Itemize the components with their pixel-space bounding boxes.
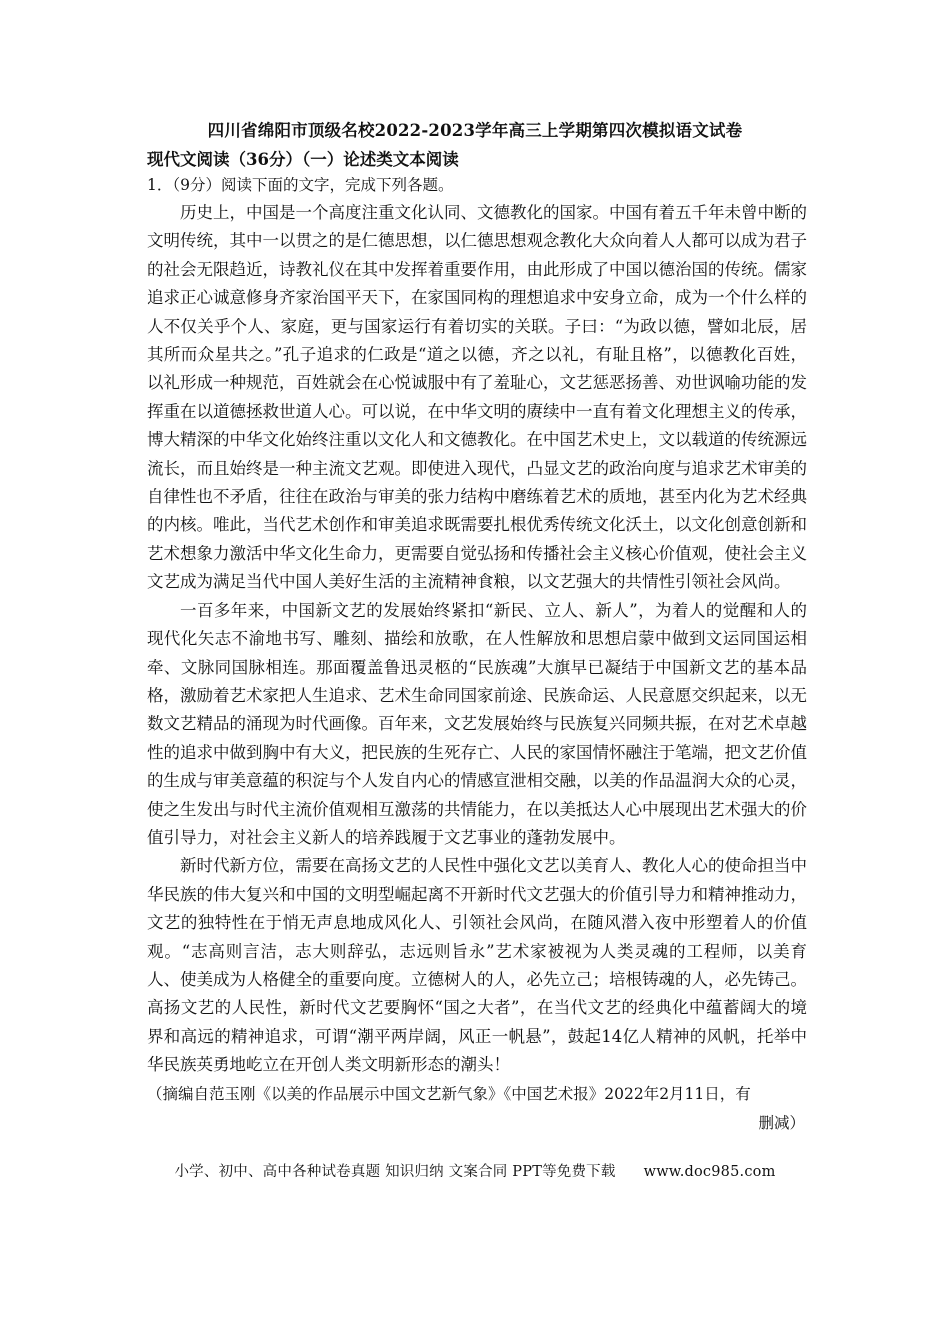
- passage-paragraph-2: 一百多年来，中国新文艺的发展始终紧扣“新民、立人、新人”，为着人的觉醒和人的现代化矢志不渝地书写、雕刻、描绘和放歌，在人性解放和思想启蒙中做到文运同国运相牵、文脉同国脉相连。那面覆盖鲁迅灵柩的“民族魂”大旗早已凝结于中国新文艺的基本品格，激励着艺术家把人生追求、艺术生命同国家前途、民族命运、人民意愿交织起来，以无数文艺精品的涌现为时代画像。百年来，文艺发展始终与民族复兴同频共振，在对艺术卓越性的追求中做到胸中有大义，把民族的生死存亡、人民的家国情怀融注于笔端，把文艺价值的生成与审美意蕴的积淀与个人发自内心的情感宣泄相交融，以美的作品温润大众的心灵，使之生发出与时代主流价值观相互激荡的共情能力，在以美抵达人心中展现出艺术强大的价值引导力，对社会主义新人的培养践履于文艺事业的蓬勃发展中。: [147, 600, 807, 847]
- source-citation: （摘编自范玉刚《以美的作品展示中国文艺新气象》《中国艺术报》2022年2月11日，有: [147, 1084, 751, 1103]
- section-heading: 现代文阅读（36分）（一）论述类文本阅读: [147, 150, 459, 169]
- source-citation-end: 删减）: [758, 1113, 805, 1132]
- passage-paragraph-1: 历史上，中国是一个高度注重文化认同、文德教化的国家。中国有着五千年未曾中断的文明传统，其中一以贯之的是仁德思想，以仁德思想观念教化大众向着人人都可以成为君子的社会无限趋近，诗教礼仪在其中发挥着重要作用，由此形成了中国以德治国的传统。儒家追求正心诚意修身齐家治国平天下，在家国同构的理想追求中安身立命，成为一个什么样的人不仅关乎个人、家庭，更与国家运行有着切实的关联。子曰：“为政以德，譬如北辰，居其所而众星共之。”孔子追求的仁政是“道之以德，齐之以礼，有耻且格”，以德教化百姓，以礼形成一种规范，百姓就会在心悦诚服中有了羞耻心，文艺惩恶扬善、劝世讽喻功能的发挥重在以道德拯救世道人心。可以说，在中华文明的赓续中一直有着文化理想主义的传承，博大精深的中华文化始终注重以文化人和文德教化。在中国艺术史上，文以载道的传统源远流长，而且始终是一种主流文艺观。即使进入现代，凸显文艺的政治向度与追求艺术审美的自律性也不矛盾，往往在政治与审美的张力结构中磨练着艺术的质地，甚至内化为艺术经典的内核。唯此，当代艺术创作和审美追求既需要扎根优秀传统文化沃土，以文化创意创新和艺术想象力激活中华文化生命力，更需要自觉弘扬和传播社会主义核心价值观，使社会主义文艺成为满足当代中国人美好生活的主流精神食粮，以文艺强大的共情性引领社会风尚。: [147, 203, 807, 592]
- document-title: 四川省绵阳市顶级名校2022-2023学年高三上学期第四次模拟语文试卷: [207, 121, 743, 140]
- passage-paragraph-3: 新时代新方位，需要在高扬文艺的人民性中强化文艺以美育人、教化人心的使命担当中华民族的伟大复兴和中国的文明型崛起离不开新时代文艺强大的价值引导力和精神推动力，文艺的独特性在于悄无声息地成风化人、引领社会风尚，在随风潜入夜中形塑着人的价值观。“志高则言洁，志大则辞弘，志远则旨永”艺术家被视为人类灵魂的工程师，以美育人、使美成为人格健全的重要向度。立德树人的人，必先立己；培根铸魂的人，必先铸己。高扬文艺的人民性，新时代文艺要胸怀“国之大者”，在当代文艺的经典化中蕴蓄阔大的境界和高远的精神追求，可谓“潮平两岸阔，风正一帆悬”，鼓起14亿人精神的风帆，托举中华民族英勇地屹立在开创人类文明新形态的潮头！: [147, 856, 807, 1075]
- footer-text: 小学、初中、高中各种试卷真题 知识归纳 文案合同 PPT等免费下载: [174, 1164, 616, 1180]
- page-footer: [0, 1160, 950, 1181]
- passage-body: [147, 199, 807, 1138]
- footer-url: www.doc985.com: [643, 1164, 776, 1180]
- question-prompt: 1．（9分）阅读下面的文字，完成下列各题。: [147, 176, 454, 194]
